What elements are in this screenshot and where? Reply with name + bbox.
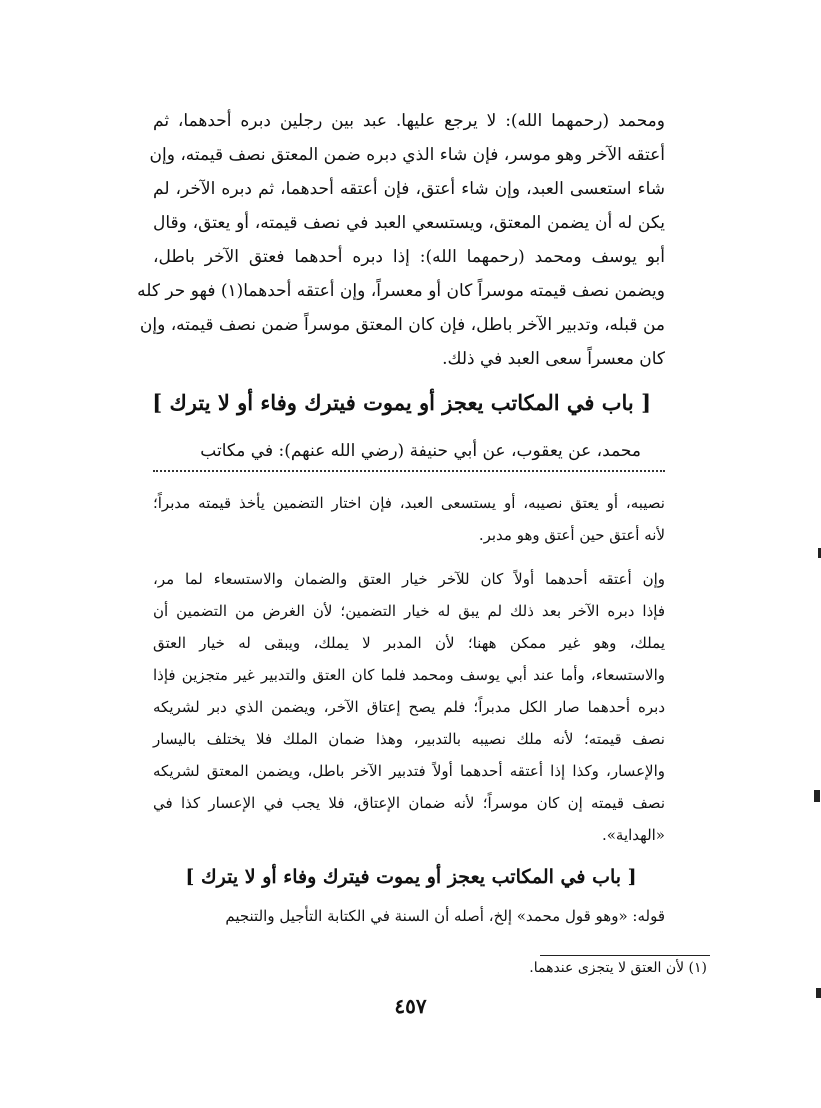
text-line: لأنه أعتق حين أعتق وهو مدبر. xyxy=(478,526,665,544)
scan-speck xyxy=(816,988,821,998)
text-line: والاستسعاء، وأما عند أبي يوسف ومحمد فلما كان العتق والتدبير غير متجزين فإذا xyxy=(153,666,665,684)
text-line: نصف قيمته إن كان موسراً؛ لأنه ضمان الإعتاق، فلا يجب في الإعسار كذا في xyxy=(153,794,665,812)
text-line: «الهداية». xyxy=(601,826,665,844)
commentary-last-block xyxy=(153,900,665,932)
text-line: شاء استعسى العبد، وإن شاء أعتق، فإن أعتقه أحدهما، ثم دبره الآخر، لم xyxy=(153,179,665,199)
text-line: وإن أعتقه أحدهما أولاً كان للآخر خيار العتق والضمان والاستسعاء لما مر، xyxy=(153,570,665,588)
commentary-top-block xyxy=(153,487,665,551)
commentary-last-line: قوله: «وهو قول محمد» إلخ، أصله أن السنة في الكتابة التأجيل والتنجيم xyxy=(225,907,665,925)
text-line: ويضمن نصف قيمته موسراً كان أو معسراً، وإن أعتقه أحدهما(١) فهو حر كله xyxy=(137,281,665,301)
text-line: نصيبه، أو يعتق نصيبه، أو يستسعى العبد، فإن اختار التضمين يأخذ قيمته مدبراً؛ xyxy=(153,494,665,512)
text-line: من قبله، وتدبير الآخر باطل، فإن كان المعتق موسراً ضمن نصف قيمته، وإن xyxy=(139,315,665,335)
scan-speck xyxy=(814,790,820,802)
chapter-intro-line: محمد، عن يعقوب، عن أبي حنيفة (رضي الله عنهم): في مكاتب xyxy=(200,441,641,461)
text-line: ومحمد (رحمهما الله): لا يرجع عليها. عبد بين رجلين دبره أحدهما، ثم xyxy=(153,111,665,131)
text-line: يكن له أن يضمن المعتق، ويستسعي العبد في نصف قيمته، أو يعتق، وقال xyxy=(153,213,665,233)
text-line: يملك، وهو غير ممكن ههنا؛ لأن المدبر لا يملك، ويبقى له خيار العتق xyxy=(153,634,665,652)
text-line: كان معسراً سعى العبد في ذلك. xyxy=(442,349,665,369)
commentary-main-block xyxy=(153,563,665,851)
main-text-block xyxy=(137,104,665,376)
footnote-separator xyxy=(540,955,710,956)
chapter-heading: [ باب في المكاتب يعجز أو يموت فيترك وفاء أو لا يترك ] xyxy=(152,390,651,415)
text-line: أبو يوسف ومحمد (رحمهما الله): إذا دبره أحدهما فعتق الآخر باطل، xyxy=(153,247,665,267)
text-line: فإذا دبره الآخر بعد ذلك لم يبق له خيار التضمين؛ لأن الغرض من التضمين أن xyxy=(153,602,665,620)
text-line: أعتقه الآخر وهو موسر، فإن شاء الذي دبره ضمن المعتق نصف قيمته، وإن xyxy=(149,145,665,165)
chapter-intro-block xyxy=(153,434,665,468)
page-number: ٤٥٧ xyxy=(394,994,427,1018)
text-line: نصف قيمته؛ لأنه ملك نصيبه بالتدبير، وهذا ضمان الملك فلا يختلف باليسار xyxy=(153,730,665,748)
text-line: والإعسار، وكذا إذا أعتقه أحدهما أولاً فتدبير الآخر باطل، ويضمن المعتق لشريكه xyxy=(153,762,665,780)
dotted-separator xyxy=(153,470,665,472)
commentary-heading: [ باب في المكاتب يعجز أو يموت فيترك وفاء أو لا يترك ] xyxy=(185,866,637,888)
text-line: دبره أحدهما صار الكل مدبراً؛ فلم يصح إعتاق الآخر، ويضمن الذي دبر لشريكه xyxy=(153,698,665,716)
footnote: (١) لأن العتق لا يتجزى عندهما. xyxy=(529,960,707,976)
